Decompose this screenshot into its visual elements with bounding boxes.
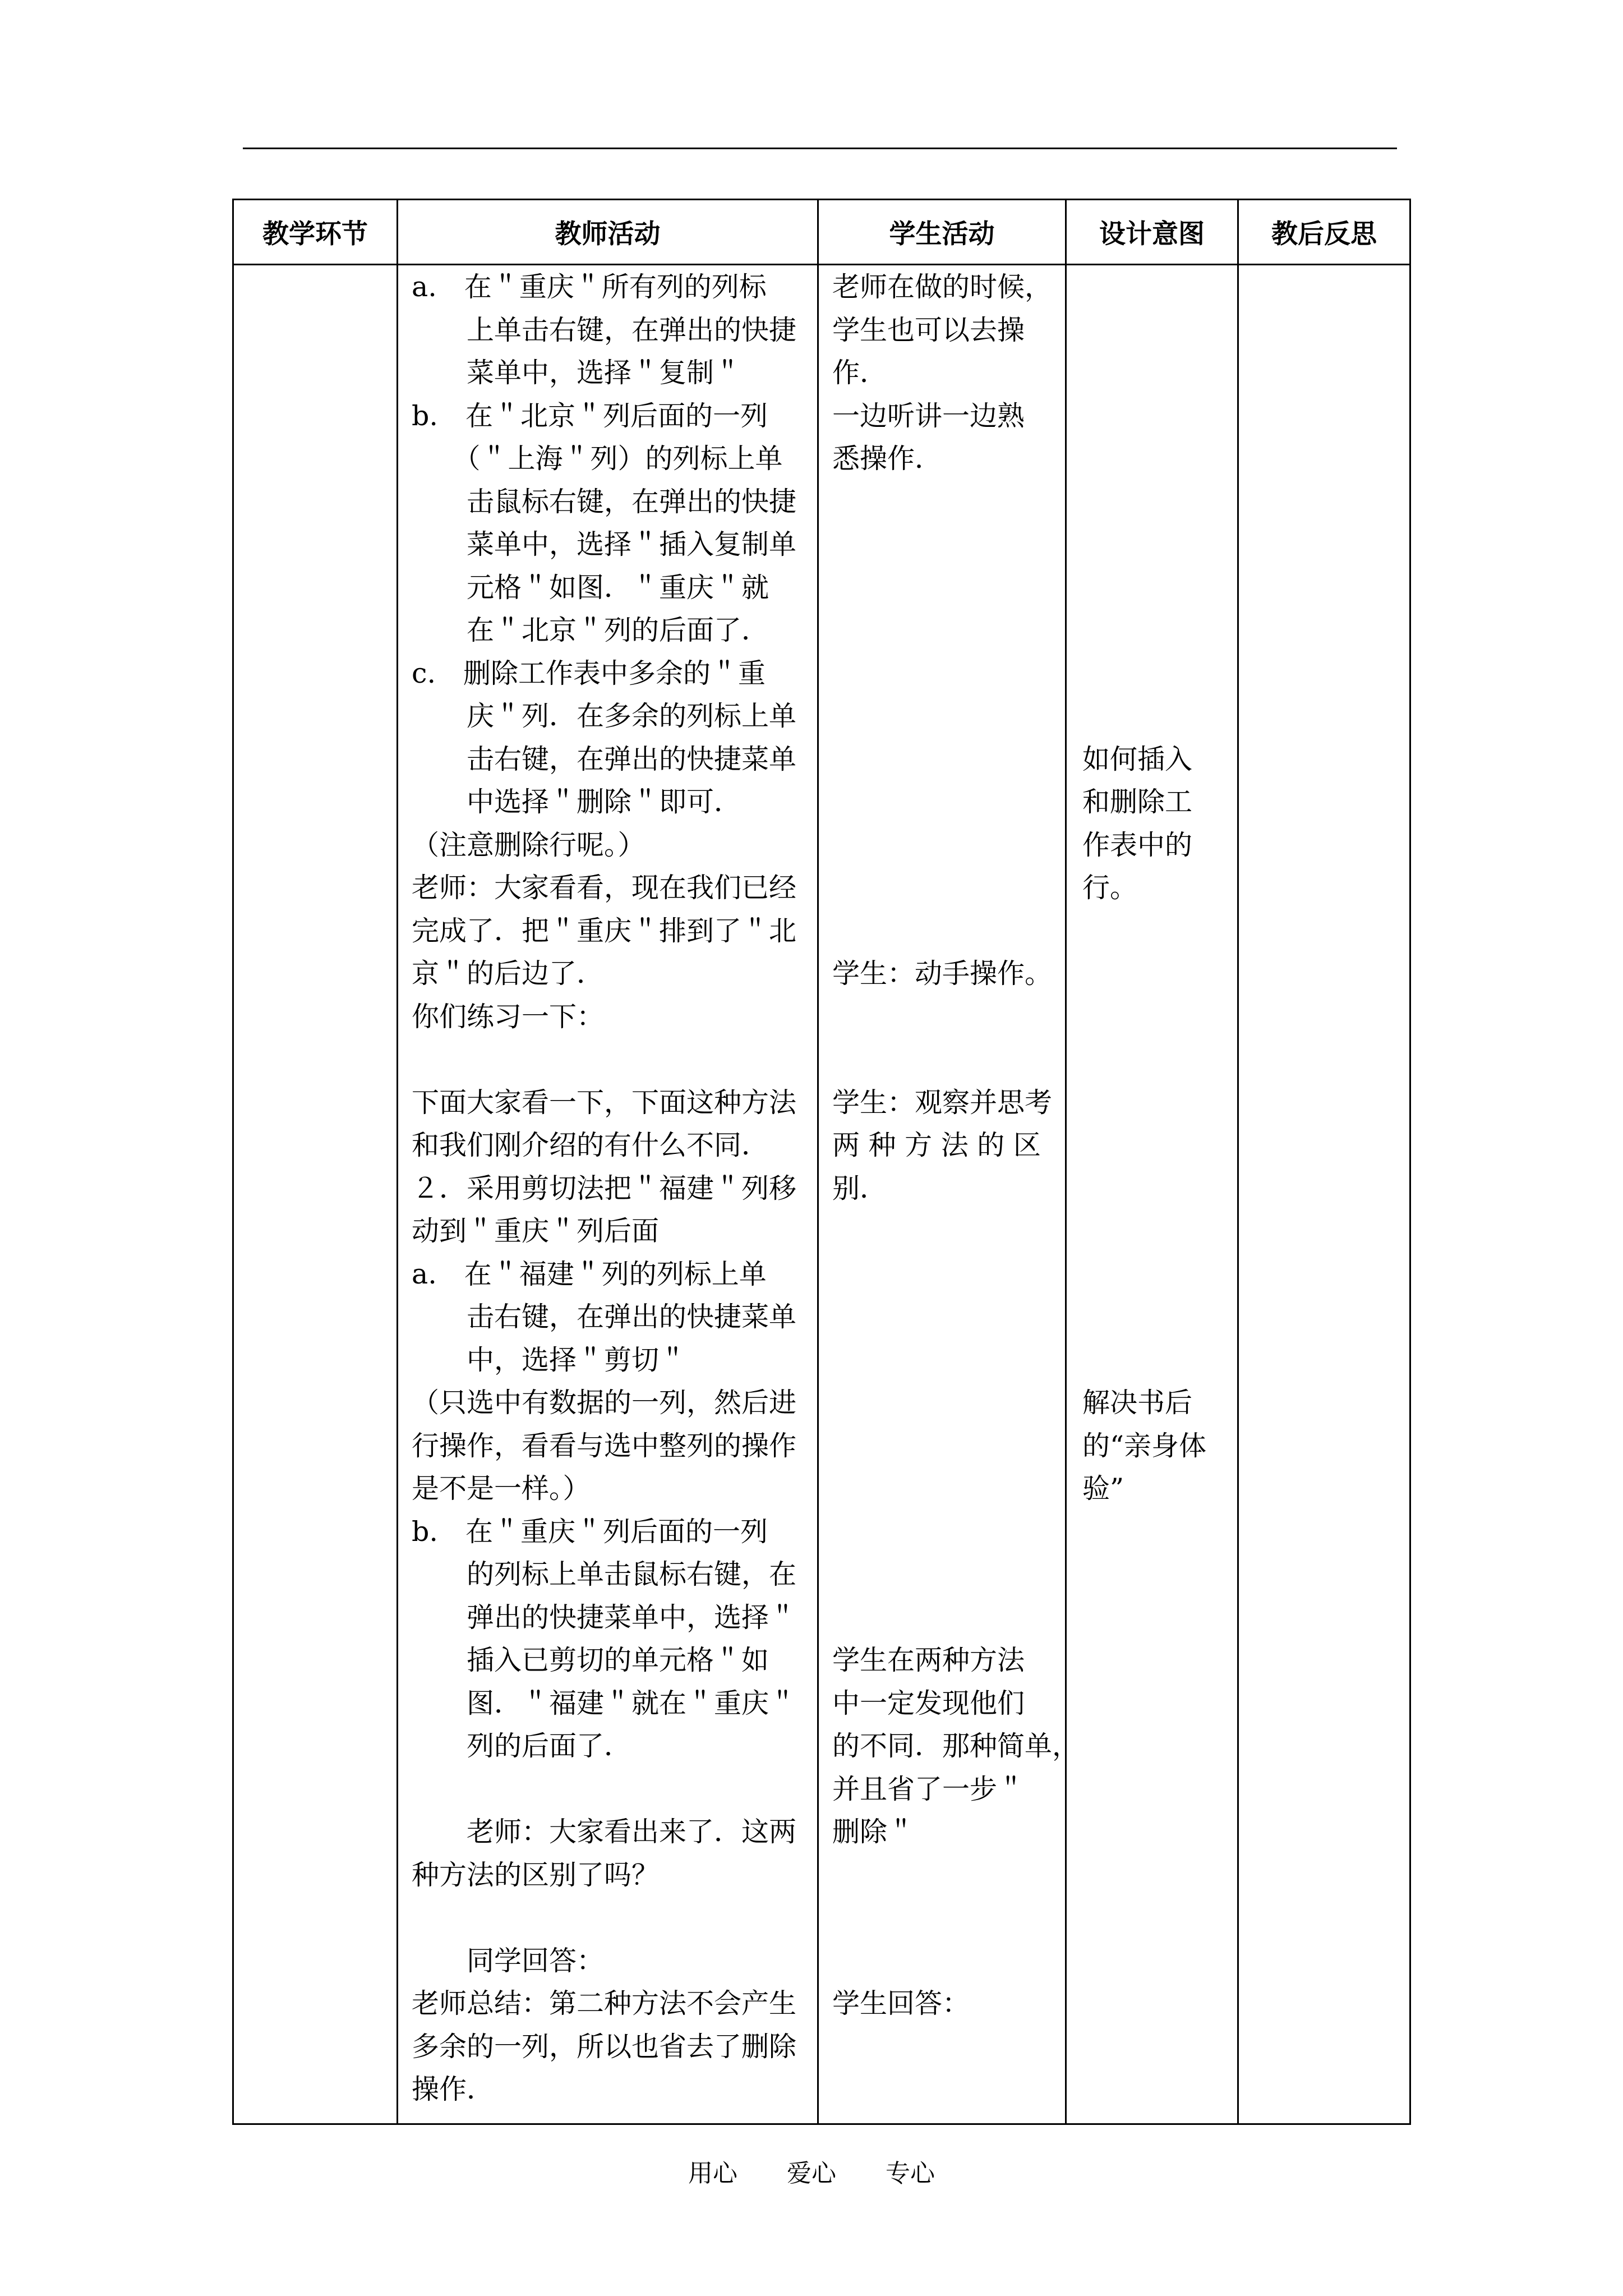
footer-part: 爱心 bbox=[787, 2159, 836, 2188]
text-line: 击右键，在弹出的快捷菜单 bbox=[412, 1301, 797, 1333]
text-line: 在＂北京＂列的后面了． bbox=[412, 614, 769, 646]
text-line: 学生：动手操作。 bbox=[832, 958, 1053, 990]
text-line: 老师在做的时候， bbox=[832, 271, 1053, 303]
text-line: 别． bbox=[832, 1172, 888, 1204]
text-line: 击右键，在弹出的快捷菜单 bbox=[412, 743, 797, 775]
text-line: 的“亲身体 bbox=[1082, 1429, 1207, 1462]
text-line: 动到＂重庆＂列后面 bbox=[412, 1215, 660, 1247]
text-line: 图．＂福建＂就在＂重庆＂ bbox=[412, 1687, 797, 1719]
text-line: 解决书后 bbox=[1082, 1387, 1193, 1419]
text-line: 的不同．那种简单， bbox=[832, 1730, 1080, 1762]
text-line: 种方法的区别了吗？ bbox=[412, 1858, 660, 1891]
text-line: 弹出的快捷菜单中，选择＂ bbox=[412, 1601, 797, 1634]
text-line: 作． bbox=[832, 357, 888, 389]
design-intent-text bbox=[1067, 265, 1237, 2123]
header-row bbox=[233, 200, 1410, 265]
header-rule bbox=[243, 148, 1397, 149]
text-line: 的列标上单击鼠标右键，在 bbox=[412, 1558, 797, 1590]
teacher-activity-text bbox=[398, 265, 817, 2123]
text-line: ２．采用剪切法把＂福建＂列移 bbox=[412, 1172, 797, 1204]
text-line: 列的后面了． bbox=[412, 1730, 632, 1762]
text-line: 京＂的后边了． bbox=[412, 958, 605, 990]
text-line: 学生：观察并思考 bbox=[832, 1086, 1053, 1119]
text-line: 如何插入 bbox=[1082, 743, 1193, 775]
text-line: 同学回答： bbox=[412, 1944, 605, 1977]
text-line: （注意删除行呢。） bbox=[412, 829, 645, 861]
text-line: 中，选择＂剪切＂ bbox=[412, 1343, 687, 1376]
text-line: （＂上海＂列）的列标上单 bbox=[412, 443, 783, 475]
text-line: 操作． bbox=[412, 2073, 495, 2105]
text-line: 行操作，看看与选中整列的操作 bbox=[412, 1429, 797, 1462]
text-line: 作表中的 bbox=[1082, 829, 1193, 861]
student-activity-cell bbox=[818, 265, 1080, 2124]
text-line: 击鼠标右键，在弹出的快捷 bbox=[412, 485, 797, 518]
footer-part: 用心 bbox=[688, 2159, 737, 2188]
reflection-cell bbox=[1238, 265, 1410, 2124]
text-line: 上单击右键，在弹出的快捷 bbox=[412, 314, 797, 346]
text-line: 中一定发现他们 bbox=[832, 1687, 1025, 1719]
page-footer bbox=[0, 2153, 1623, 2189]
text-line: a. 在＂福建＂列的列标上单 bbox=[412, 1258, 767, 1290]
text-line: 中选择＂删除＂即可． bbox=[412, 786, 742, 818]
text-line: b. 在＂北京＂列后面的一列 bbox=[412, 399, 768, 432]
text-line: 菜单中，选择＂插入复制单 bbox=[412, 528, 797, 560]
header-teacher-activity: 教师活动 bbox=[398, 200, 818, 265]
student-activity-text bbox=[819, 265, 1080, 2123]
text-line: 验” bbox=[1082, 1473, 1124, 1504]
header-reflection: 教后反思 bbox=[1238, 200, 1410, 265]
text-line: 庆＂列．在多余的列标上单 bbox=[412, 700, 797, 732]
text-line: 学生也可以去操 bbox=[832, 314, 1025, 346]
text-line: c. 删除工作表中多余的＂重 bbox=[412, 657, 766, 689]
text-line: 老师：大家看出来了．这两 bbox=[412, 1816, 797, 1848]
text-line: 菜单中，选择＂复制＂ bbox=[412, 357, 742, 389]
text-line: 你们练习一下： bbox=[412, 1000, 605, 1033]
text-line: 和我们刚介绍的有什么不同． bbox=[412, 1129, 769, 1161]
lesson-table bbox=[232, 199, 1411, 2125]
text-line: 并且省了一步＂ bbox=[832, 1773, 1025, 1805]
text-line: 插入已剪切的单元格＂如 bbox=[412, 1644, 769, 1676]
header-design-intent: 设计意图 bbox=[1066, 200, 1238, 265]
text-line: 是不是一样。） bbox=[412, 1473, 591, 1504]
text-line: 老师总结：第二种方法不会产生 bbox=[412, 1987, 797, 2019]
text-line: 悉操作． bbox=[832, 443, 943, 475]
text-line: 多余的一列，所以也省去了删除 bbox=[412, 2030, 797, 2063]
header-student-activity: 学生活动 bbox=[818, 200, 1066, 265]
text-line: 元格＂如图．＂重庆＂就 bbox=[412, 571, 769, 604]
teacher-activity-cell bbox=[398, 265, 818, 2124]
text-line: 学生回答： bbox=[832, 1987, 970, 2019]
text-line: 行。 bbox=[1082, 872, 1138, 904]
text-line: 学生在两种方法 bbox=[832, 1644, 1025, 1676]
text-line: 老师：大家看看，现在我们已经 bbox=[412, 872, 797, 904]
text-line: （只选中有数据的一列，然后进 bbox=[412, 1387, 797, 1419]
teaching-stage-cell bbox=[233, 265, 398, 2124]
footer-part: 专心 bbox=[886, 2159, 935, 2188]
text-line: 一边听讲一边熟 bbox=[832, 399, 1025, 432]
text-line: 删除＂ bbox=[832, 1816, 915, 1848]
content-row bbox=[233, 265, 1410, 2124]
text-line: 完成了．把＂重庆＂排到了＂北 bbox=[412, 914, 797, 947]
header-teaching-stage: 教学环节 bbox=[233, 200, 398, 265]
text-line: 下面大家看一下，下面这种方法 bbox=[412, 1086, 797, 1119]
design-intent-cell bbox=[1066, 265, 1238, 2124]
text-line: a. 在＂重庆＂所有列的列标 bbox=[412, 271, 767, 303]
text-line: 两 种 方 法 的 区 bbox=[832, 1129, 1041, 1161]
text-line: b. 在＂重庆＂列后面的一列 bbox=[412, 1515, 768, 1548]
text-line: 和删除工 bbox=[1082, 786, 1193, 818]
